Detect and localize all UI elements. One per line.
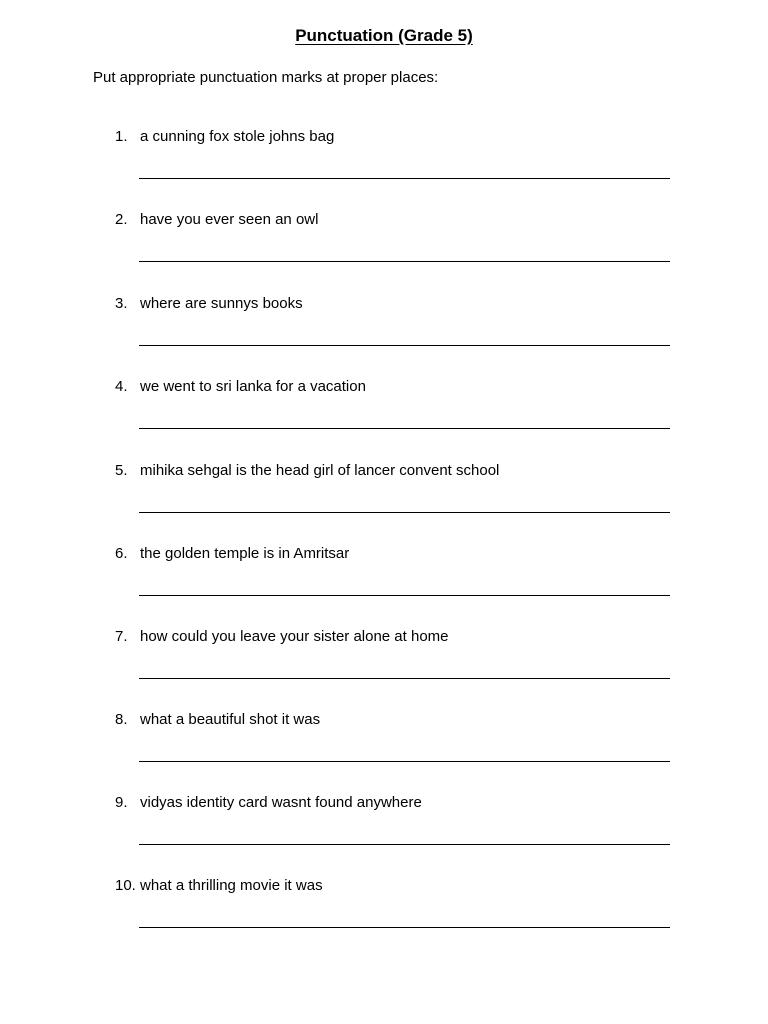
answer-line[interactable] <box>139 261 670 262</box>
answer-line[interactable] <box>139 428 670 429</box>
question-text: how could you leave your sister alone at home <box>140 628 449 645</box>
answer-line[interactable] <box>139 927 670 928</box>
question-number: 7. <box>115 628 128 645</box>
question-number: 4. <box>115 378 128 395</box>
question-item-8 <box>0 711 768 771</box>
question-text: vidyas identity card wasnt found anywhere <box>140 794 422 811</box>
question-number: 1. <box>115 128 128 145</box>
question-item-10 <box>0 877 768 937</box>
question-text: where are sunnys books <box>140 295 303 312</box>
question-item-3 <box>0 295 768 355</box>
question-number: 10. <box>115 877 136 894</box>
question-text: a cunning fox stole johns bag <box>140 128 335 145</box>
question-item-6 <box>0 545 768 605</box>
question-item-1 <box>0 128 768 188</box>
instructions-text: Put appropriate punctuation marks at proper places: <box>93 69 439 86</box>
answer-line[interactable] <box>139 678 670 679</box>
page-title: Punctuation (Grade 5) <box>295 26 473 45</box>
question-text: the golden temple is in Amritsar <box>140 545 350 562</box>
question-text: mihika sehgal is the head girl of lancer convent school <box>140 462 500 479</box>
question-number: 2. <box>115 211 128 228</box>
question-item-5 <box>0 462 768 522</box>
question-item-4 <box>0 378 768 438</box>
question-item-9 <box>0 794 768 854</box>
question-number: 5. <box>115 462 128 479</box>
answer-line[interactable] <box>139 761 670 762</box>
question-item-2 <box>0 211 768 271</box>
question-text: what a beautiful shot it was <box>140 711 321 728</box>
question-number: 8. <box>115 711 128 728</box>
question-text: what a thrilling movie it was <box>140 877 323 894</box>
answer-line[interactable] <box>139 178 670 179</box>
question-item-7 <box>0 628 768 688</box>
question-number: 9. <box>115 794 128 811</box>
answer-line[interactable] <box>139 512 670 513</box>
answer-line[interactable] <box>139 844 670 845</box>
answer-line[interactable] <box>139 595 670 596</box>
question-text: have you ever seen an owl <box>140 211 319 228</box>
question-text: we went to sri lanka for a vacation <box>140 378 366 395</box>
question-number: 6. <box>115 545 128 562</box>
question-number: 3. <box>115 295 128 312</box>
answer-line[interactable] <box>139 345 670 346</box>
